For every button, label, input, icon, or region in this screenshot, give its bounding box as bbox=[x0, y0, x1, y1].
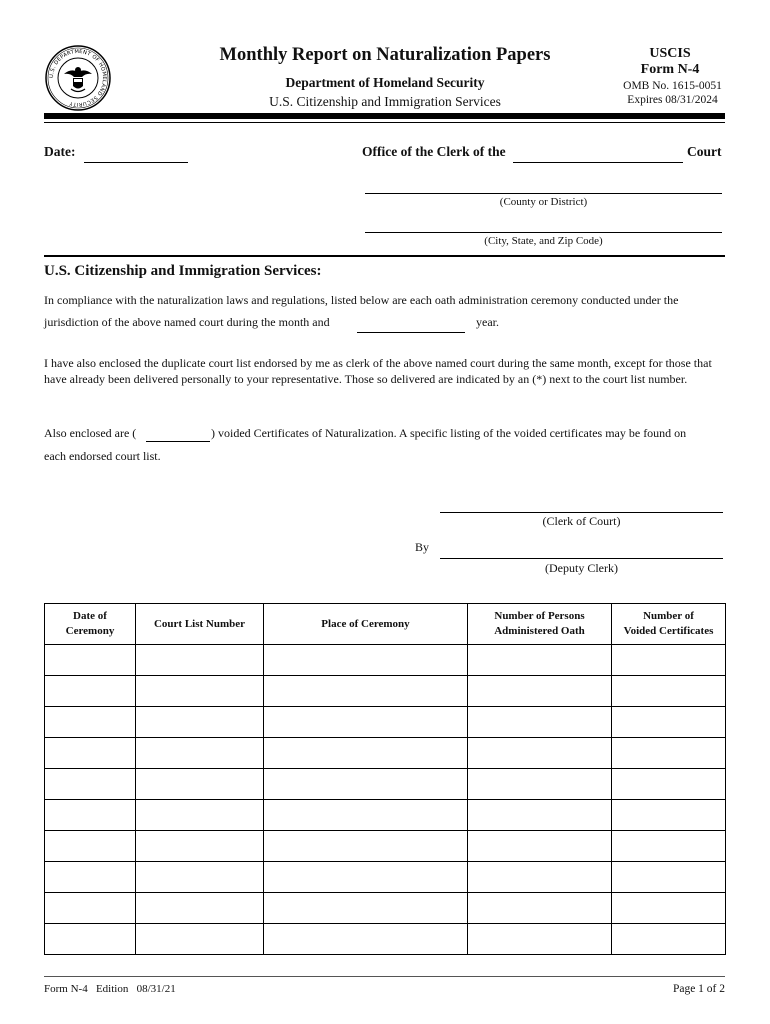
table-row bbox=[45, 893, 726, 924]
table-cell[interactable] bbox=[612, 831, 726, 862]
footer-divider bbox=[44, 976, 725, 977]
table-row bbox=[45, 676, 726, 707]
deputy-caption: (Deputy Clerk) bbox=[545, 561, 618, 575]
county-field[interactable] bbox=[365, 178, 722, 194]
table-cell[interactable] bbox=[136, 645, 264, 676]
table-cell[interactable] bbox=[264, 645, 468, 676]
table-cell[interactable] bbox=[264, 707, 468, 738]
table-cell[interactable] bbox=[45, 676, 136, 707]
table-cell[interactable] bbox=[45, 862, 136, 893]
ceremony-table bbox=[44, 603, 726, 955]
table-cell[interactable] bbox=[264, 924, 468, 955]
deputy-signature-line bbox=[440, 558, 723, 559]
agency-name: U.S. Citizenship and Immigration Services bbox=[269, 94, 501, 109]
table-cell[interactable] bbox=[468, 893, 612, 924]
table-cell[interactable] bbox=[468, 831, 612, 862]
table-cell[interactable] bbox=[45, 924, 136, 955]
table-cell[interactable] bbox=[45, 800, 136, 831]
clerk-caption: (Clerk of Court) bbox=[542, 514, 621, 528]
header-divider-thick bbox=[44, 113, 725, 119]
table-row bbox=[45, 924, 726, 955]
dhs-seal-icon bbox=[44, 44, 112, 112]
table-row bbox=[45, 831, 726, 862]
table-cell[interactable] bbox=[136, 738, 264, 769]
table-cell[interactable] bbox=[468, 800, 612, 831]
voided-count-field[interactable] bbox=[146, 427, 210, 442]
compliance-paragraph-line2-start: jurisdiction of the above named court during the month and bbox=[44, 315, 330, 329]
date-underline bbox=[84, 162, 188, 163]
table-cell[interactable] bbox=[468, 769, 612, 800]
table-row bbox=[45, 800, 726, 831]
table-cell[interactable] bbox=[264, 676, 468, 707]
court-label: Court bbox=[687, 144, 722, 159]
table-cell[interactable] bbox=[136, 707, 264, 738]
omb-number: OMB No. 1615-0051 bbox=[623, 80, 722, 92]
city-state-zip-field[interactable] bbox=[365, 216, 722, 232]
table-cell[interactable] bbox=[45, 738, 136, 769]
voided-paragraph-line2: each endorsed court list. bbox=[44, 449, 161, 463]
compliance-paragraph-line2-end: year. bbox=[476, 315, 499, 329]
table-cell[interactable] bbox=[264, 769, 468, 800]
table-cell[interactable] bbox=[612, 862, 726, 893]
table-cell[interactable] bbox=[45, 769, 136, 800]
table-row bbox=[45, 862, 726, 893]
court-name-underline bbox=[513, 162, 683, 163]
header-date-of-ceremony: Date of Ceremony bbox=[45, 604, 136, 645]
table-cell[interactable] bbox=[136, 676, 264, 707]
table-cell[interactable] bbox=[612, 707, 726, 738]
header-voided-certificates: Number of Voided Certificates bbox=[612, 604, 726, 645]
county-caption: (County or District) bbox=[499, 196, 588, 208]
table-cell[interactable] bbox=[136, 924, 264, 955]
city-underline bbox=[365, 232, 722, 233]
table-row bbox=[45, 738, 726, 769]
table-cell[interactable] bbox=[468, 707, 612, 738]
form-number: Form N-4 bbox=[640, 62, 700, 77]
city-caption: (City, State, and Zip Code) bbox=[484, 235, 603, 247]
clerk-signature-line bbox=[440, 512, 723, 513]
county-underline bbox=[365, 193, 722, 194]
table-cell[interactable] bbox=[136, 862, 264, 893]
table-cell[interactable] bbox=[264, 800, 468, 831]
table-cell[interactable] bbox=[136, 769, 264, 800]
by-label: By bbox=[415, 540, 430, 554]
date-label: Date: bbox=[44, 144, 76, 159]
footer-edition: Form N-4 Edition 08/31/21 bbox=[44, 983, 176, 995]
footer-page-number: Page 1 of 2 bbox=[672, 983, 725, 995]
table-cell[interactable] bbox=[136, 800, 264, 831]
table-cell[interactable] bbox=[612, 676, 726, 707]
header-divider-thin bbox=[44, 122, 725, 123]
table-cell[interactable] bbox=[45, 893, 136, 924]
table-cell[interactable] bbox=[612, 800, 726, 831]
date-field[interactable] bbox=[84, 146, 188, 162]
court-name-field[interactable] bbox=[513, 146, 683, 162]
table-row bbox=[45, 769, 726, 800]
table-cell[interactable] bbox=[468, 862, 612, 893]
voided-paragraph-start: Also enclosed are ( bbox=[44, 426, 137, 440]
compliance-paragraph-line1: In compliance with the naturalization laws and regulations, listed below are each oath administration ceremony conducted under the bbox=[44, 293, 679, 307]
table-cell[interactable] bbox=[45, 707, 136, 738]
table-cell[interactable] bbox=[264, 893, 468, 924]
table-header-row bbox=[45, 604, 726, 645]
table-cell[interactable] bbox=[612, 738, 726, 769]
table-cell[interactable] bbox=[468, 645, 612, 676]
table-cell[interactable] bbox=[612, 769, 726, 800]
voided-count-underline bbox=[146, 441, 210, 442]
month-field[interactable] bbox=[357, 316, 465, 332]
header-court-list-number: Court List Number bbox=[136, 604, 264, 645]
form-title: Monthly Report on Naturalization Papers bbox=[219, 45, 551, 65]
table-cell[interactable] bbox=[468, 676, 612, 707]
section-title: U.S. Citizenship and Immigration Services: bbox=[44, 263, 322, 279]
table-cell[interactable] bbox=[612, 924, 726, 955]
expiration-date: Expires 08/31/2024 bbox=[627, 94, 718, 106]
table-cell[interactable] bbox=[136, 893, 264, 924]
table-cell[interactable] bbox=[612, 645, 726, 676]
table-row bbox=[45, 707, 726, 738]
table-cell[interactable] bbox=[45, 831, 136, 862]
duplicate-list-paragraph: I have also enclosed the duplicate court list endorsed by me as clerk of the above named court during the same month, except for those that have already been delivered personally to your representative. Those so delivered are indicated by an (*) next to the court list number. bbox=[44, 356, 712, 386]
table-cell[interactable] bbox=[264, 831, 468, 862]
voided-paragraph-end: ) voided Certificates of Naturalization. A specific listing of the voided certificates may be found on bbox=[211, 426, 687, 440]
table-cell[interactable] bbox=[264, 862, 468, 893]
department-name: Department of Homeland Security bbox=[285, 75, 485, 90]
table-cell[interactable] bbox=[612, 893, 726, 924]
table-row bbox=[45, 645, 726, 676]
table-cell[interactable] bbox=[468, 738, 612, 769]
uscis-label: USCIS bbox=[649, 46, 691, 61]
deputy-signature-field[interactable] bbox=[440, 542, 723, 558]
header-place-of-ceremony: Place of Ceremony bbox=[264, 604, 468, 645]
office-clerk-label: Office of the Clerk of the bbox=[362, 144, 506, 159]
header-persons-administered-oath: Number of Persons Administered Oath bbox=[468, 604, 612, 645]
table-cell[interactable] bbox=[264, 738, 468, 769]
month-underline bbox=[357, 332, 465, 333]
clerk-signature-field[interactable] bbox=[440, 496, 723, 512]
seal-ring-text: U.S. DEPARTMENT OF HOMELAND SECURITY bbox=[48, 48, 108, 108]
table-cell[interactable] bbox=[45, 645, 136, 676]
section-divider bbox=[44, 255, 725, 257]
table-cell[interactable] bbox=[468, 924, 612, 955]
table-cell[interactable] bbox=[136, 831, 264, 862]
